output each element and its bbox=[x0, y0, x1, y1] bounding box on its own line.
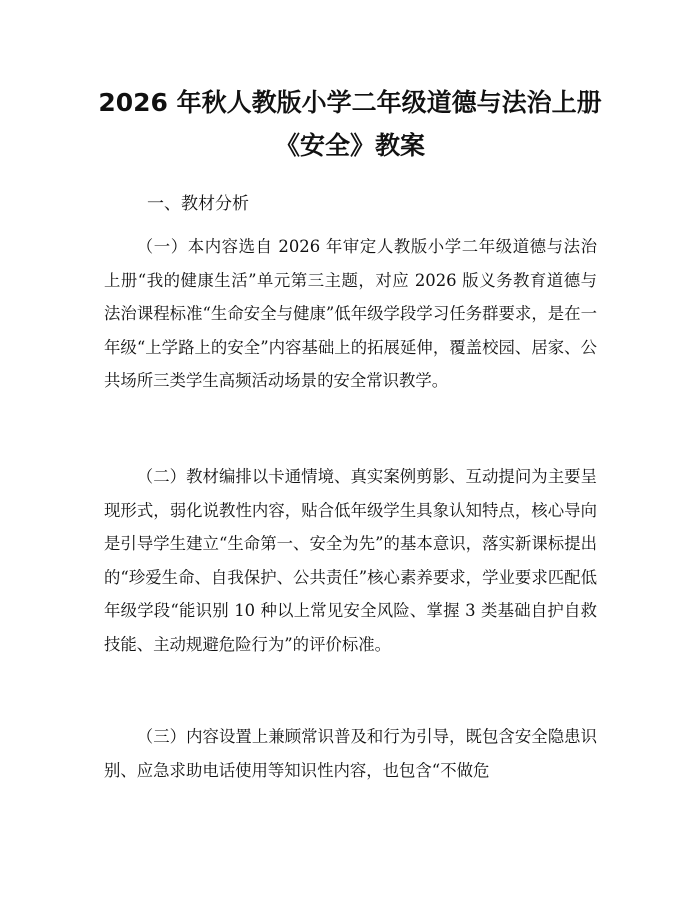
paragraph-1: （一）本内容选自 2026 年审定人教版小学二年级道德与法治上册“我的健康生活”单元第三主题，对应 2026 版义务教育道德与法治课程标准“生命安全与健康”低年级学段学习任务群要求，是在一年级“上学路上的安全”内容基础上的拓展延伸，覆盖校园、居家、公共场所三类学生高频活动场景的安全常识教学。 bbox=[104, 237, 597, 390]
paragraph-2: （二）教材编排以卡通情境、真实案例剪影、互动提问为主要呈现形式，弱化说教性内容，贴合低年级学生具象认知特点，核心导向是引导学生建立“生命第一、安全为先”的基本意识，落实新课标提出的“珍爱生命、自我保护、公共责任”核心素养要求，学业要求匹配低年级学段“能识别 10 种以上常见安全风险、掌握 3 类基础自护自救技能、主动规避危险行为”的评价标准。 bbox=[104, 467, 597, 654]
document-title-line-1: 2026 年秋人教版小学二年级道德与法治上册 bbox=[98, 88, 602, 117]
section-heading-textbook-analysis: 一、教材分析 bbox=[147, 194, 249, 214]
paragraph-3: （三）内容设置上兼顾常识普及和行为引导，既包含安全隐患识别、应急求助电话使用等知识性内容，也包含“不做危 bbox=[104, 727, 597, 780]
document-title-line-2: 《安全》教案 bbox=[274, 131, 425, 160]
